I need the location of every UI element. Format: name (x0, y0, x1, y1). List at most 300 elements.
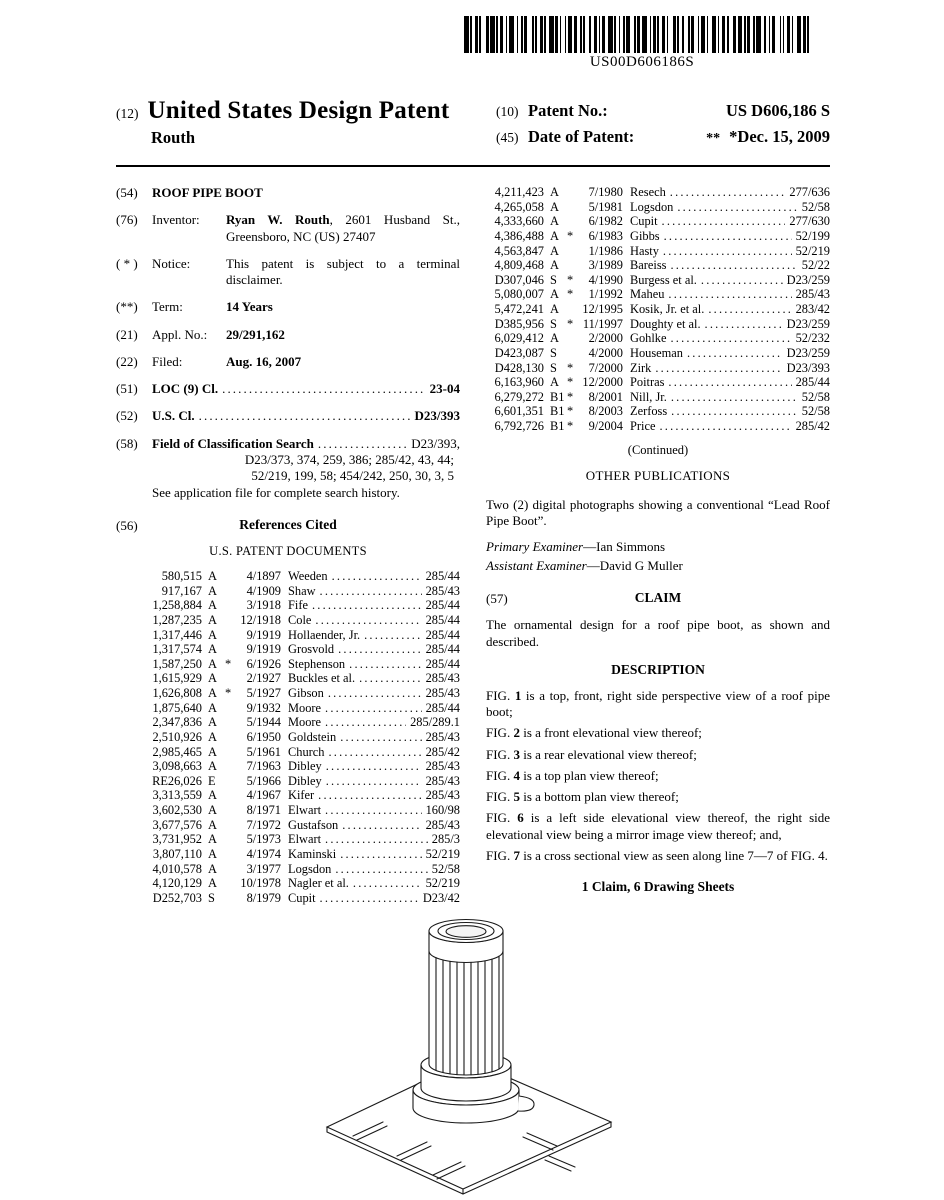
ref-inventor-name: Logsdon (288, 861, 332, 876)
ref-classification: 285/43 (425, 773, 460, 788)
ref-patent-number: 3,731,952 (152, 832, 202, 847)
ref-kind-code: A (550, 258, 559, 273)
reference-row (144, 759, 460, 774)
ref-inventor-name: Dibley (288, 773, 322, 788)
reference-row (144, 745, 460, 760)
terminal-disclaimer-stars: ** (706, 131, 721, 146)
ref-kind-code: S (550, 345, 557, 360)
search-classes-line3: 52/219, 199, 58; 454/242, 250, 30, 3, 5 (251, 468, 454, 483)
ref-star (225, 613, 235, 628)
ref-classification: 277/636 (789, 185, 830, 199)
dotted-leader (353, 876, 422, 891)
ref-classification: 283/42 (795, 302, 830, 316)
ref-kind-code: B1 (550, 404, 565, 419)
ref-star: * (225, 686, 232, 700)
ref-patent-number: 6,029,412 (494, 331, 544, 346)
header-right (496, 97, 830, 153)
ref-kind-code: A (550, 375, 559, 390)
reference-row (486, 287, 830, 302)
ref-kind-code: A (550, 331, 559, 346)
ref-star: * (567, 228, 574, 243)
fig-label: FIG. (486, 767, 511, 783)
header-left (116, 97, 449, 148)
figure-description (486, 789, 830, 805)
reference-row (144, 613, 460, 628)
figure-description (486, 725, 830, 741)
barcode (464, 16, 820, 53)
ref-kind-code: B1 (550, 389, 565, 404)
other-publications-heading: OTHER PUBLICATIONS (585, 468, 731, 484)
ref-star (225, 876, 235, 891)
ref-patent-number: 3,313,559 (152, 788, 202, 803)
fig-number: 3 (513, 746, 520, 762)
fig-text: is a bottom plan view thereof; (523, 789, 679, 804)
fig-label: FIG. (486, 687, 511, 703)
ref-inventor-name: Gohlke (630, 331, 667, 346)
field-code: (22) (116, 353, 138, 369)
ref-patent-number: 3,677,576 (152, 817, 202, 832)
ref-kind-code: A (550, 287, 559, 302)
appl-no-value: 29/291,162 (226, 326, 285, 342)
ref-patent-number: D385,956 (494, 316, 544, 331)
figure-description (486, 810, 830, 843)
fig-text: is a top plan view thereof; (523, 767, 659, 783)
ref-patent-number: 1,317,446 (152, 627, 202, 642)
reference-row (144, 569, 460, 584)
fig-label: FIG. (486, 746, 511, 762)
ref-classification: 52/58 (801, 199, 830, 214)
inventor-address: , 2601 Husband St., Greensboro, NC (US) 27407 (226, 212, 460, 244)
field-code: (52) (116, 408, 138, 424)
dotted-leader (662, 214, 786, 229)
ref-inventor-name: Hasty (630, 243, 659, 258)
reference-row (486, 302, 830, 317)
ref-date: 7/1980 (588, 185, 623, 199)
field-22-filed (116, 354, 460, 370)
dotted-leader (701, 273, 783, 288)
reference-row (144, 584, 460, 599)
ref-patent-number: 3,602,530 (152, 803, 202, 817)
ref-patent-number: 917,167 (161, 583, 202, 598)
ref-kind-code: A (208, 627, 217, 642)
dotted-leader (708, 302, 791, 317)
invention-title: ROOF PIPE BOOT (152, 185, 263, 200)
field-21-appl-no (116, 327, 460, 343)
reference-row (144, 862, 460, 877)
ref-date: 3/1918 (246, 598, 281, 613)
ref-date: 4/1967 (246, 788, 281, 803)
dotted-leader (659, 419, 791, 434)
ref-date: 3/1989 (588, 258, 623, 273)
ref-inventor-name: Nagler et al. (288, 876, 349, 891)
dotted-leader (670, 258, 797, 273)
ref-inventor-name: Fife (288, 598, 308, 613)
dotted-leader (325, 715, 406, 730)
ref-inventor-name: Houseman (630, 345, 683, 360)
ref-inventor-name: Kosik, Jr. et al. (630, 302, 705, 316)
ref-star (567, 331, 577, 346)
ref-classification: 285/43 (425, 759, 460, 774)
ref-kind-code: A (208, 569, 217, 583)
us-patent-documents-heading: U.S. PATENT DOCUMENTS (209, 544, 367, 559)
ref-patent-number: 4,120,129 (152, 876, 202, 891)
ref-patent-number: D423,087 (494, 345, 544, 360)
ref-star (567, 258, 577, 273)
ref-date: 6/1926 (246, 656, 281, 671)
fig-text: is a cross sectional view as seen along line 7—7 of FIG. 4. (523, 847, 828, 863)
ref-kind-code: A (550, 243, 559, 258)
ref-star (225, 803, 235, 818)
ref-patent-number: 1,258,884 (152, 598, 202, 613)
ref-inventor-name: Kaminski (288, 846, 337, 861)
ref-kind-code: S (208, 890, 215, 905)
us-class-label: U.S. Cl. (152, 408, 195, 424)
reference-row (486, 273, 830, 288)
ref-kind-code: B1 (550, 419, 565, 433)
ref-star: * (567, 360, 574, 375)
ref-star (225, 671, 235, 686)
ref-date: 3/1977 (246, 861, 281, 876)
ref-inventor-name: Elwart (288, 832, 322, 847)
ref-date: 1/1986 (588, 243, 623, 258)
figure-description (486, 768, 830, 784)
appl-no-label: Appl. No.: (152, 326, 208, 342)
patent-no-label: Patent No.: (528, 101, 608, 120)
dotted-leader (320, 891, 419, 906)
dotted-leader (671, 390, 798, 405)
ref-inventor-name: Logsdon (630, 199, 674, 214)
ref-classification: 285/44 (425, 656, 460, 671)
ref-kind-code: A (208, 817, 217, 832)
ref-patent-number: D307,046 (494, 272, 544, 287)
dotted-leader (222, 381, 426, 397)
ref-classification: 285/44 (425, 569, 460, 583)
dotted-leader (687, 346, 783, 361)
loc-class-label: LOC (9) Cl. (152, 381, 219, 396)
ref-classification: 277/630 (789, 214, 830, 229)
ref-patent-number: 4,333,660 (494, 214, 544, 229)
ref-star (225, 832, 235, 847)
ref-classification: 285/43 (425, 788, 460, 803)
assistant-examiner-line (486, 558, 830, 574)
ref-date: 10/1978 (240, 876, 281, 891)
ref-patent-number: 4,386,488 (494, 228, 544, 243)
reference-row (144, 730, 460, 745)
dotted-leader (677, 200, 797, 215)
dotted-leader (663, 244, 792, 259)
ref-star (567, 346, 577, 361)
ref-kind-code: A (208, 803, 217, 817)
right-column (486, 185, 830, 905)
ref-star (225, 759, 235, 774)
ref-kind-code: S (550, 316, 557, 331)
ref-kind-code: A (550, 302, 559, 316)
notice-label: Notice: (152, 255, 191, 271)
ref-kind-code: A (208, 686, 217, 700)
figure-descriptions (486, 688, 830, 864)
ref-classification: 285/289.1 (410, 715, 460, 730)
dotted-leader (326, 759, 422, 774)
ref-patent-number: 4,265,058 (494, 199, 544, 214)
ref-star (225, 788, 235, 803)
dotted-leader (325, 701, 422, 716)
ref-patent-number: 4,563,847 (494, 243, 544, 258)
claim-heading: CLAIM (634, 589, 682, 605)
ref-inventor-name: Moore (288, 715, 322, 730)
doc-kind-code: (12) (116, 106, 139, 121)
ref-classification: 285/43 (795, 287, 830, 302)
ref-inventor-name: Moore (288, 700, 322, 715)
reference-row (486, 375, 830, 390)
ref-date: 5/1927 (246, 686, 281, 700)
ref-date: 5/1981 (588, 199, 623, 214)
ref-patent-number: 2,347,836 (152, 715, 202, 730)
reference-row (486, 404, 830, 419)
reference-row (486, 244, 830, 259)
reference-row (144, 818, 460, 833)
dotted-leader (668, 287, 791, 302)
ref-date: 7/1963 (246, 759, 281, 774)
ref-inventor-name: Gustafson (288, 817, 339, 832)
ref-inventor-name: Cupit (630, 214, 658, 229)
ref-classification: 285/44 (425, 627, 460, 642)
assistant-examiner-label: Assistant Examiner (486, 558, 587, 574)
ref-classification: 285/43 (425, 671, 460, 686)
ref-inventor-name: Gibson (288, 686, 324, 700)
dotted-leader (668, 375, 791, 390)
ref-kind-code: E (208, 773, 216, 788)
ref-classification: 52/219 (425, 876, 460, 891)
dotted-leader (349, 657, 421, 672)
ref-classification: 52/22 (801, 258, 830, 273)
figure-description (486, 688, 830, 721)
ref-kind-code: S (550, 360, 557, 375)
dotted-leader (315, 613, 421, 628)
fig-number: 5 (513, 789, 520, 804)
ref-inventor-name: Zirk (630, 360, 652, 375)
ref-star (225, 715, 235, 730)
ref-star (225, 774, 235, 789)
ref-patent-number: 3,098,663 (152, 759, 202, 774)
ref-inventor-name: Hollaender, Jr. (288, 627, 361, 642)
ref-star (225, 818, 235, 833)
reference-row (144, 876, 460, 891)
fig-text: is a rear elevational view thereof; (523, 746, 697, 762)
ref-patent-number: 3,807,110 (152, 846, 202, 861)
ref-date: 9/2004 (588, 419, 623, 433)
ref-date: 11/1997 (582, 316, 623, 331)
ref-patent-number: 2,510,926 (152, 729, 202, 744)
dotted-leader (671, 404, 798, 419)
fig-text: is a left side elevational view thereof, the right side elevational view being a mirror image view thereof; and, (486, 810, 831, 842)
ref-patent-number: 4,010,578 (152, 861, 202, 876)
date-code: (45) (496, 130, 519, 145)
header (116, 97, 830, 167)
ref-kind-code: A (208, 583, 217, 598)
field-76-inventor (116, 212, 460, 245)
ref-inventor-name: Stephenson (288, 656, 346, 671)
ref-date: 8/1971 (246, 803, 281, 817)
ref-date: 9/1932 (246, 700, 281, 715)
claim-text: The ornamental design for a roof pipe boot, as shown and described. (486, 617, 830, 649)
field-code: (21) (116, 326, 138, 342)
ref-classification: 52/58 (801, 389, 830, 404)
ref-classification: 285/44 (425, 612, 460, 627)
ref-date: 12/1918 (240, 612, 281, 627)
dotted-leader (705, 317, 783, 332)
reference-row (144, 671, 460, 686)
filed-value: Aug. 16, 2007 (226, 353, 302, 369)
ref-star: * (567, 389, 574, 404)
ref-inventor-name: Nill, Jr. (630, 389, 667, 404)
loc-class-value: 23-04 (429, 381, 460, 396)
ref-date: 5/1961 (246, 744, 281, 759)
primary-examiner-label: Primary Examiner (486, 539, 584, 554)
reference-row (144, 657, 460, 672)
ref-date: 6/1983 (588, 228, 623, 243)
filed-label: Filed: (152, 353, 183, 369)
dotted-leader (318, 436, 407, 452)
ref-inventor-name: Goldstein (288, 729, 337, 744)
dotted-leader (670, 331, 791, 346)
ref-star: * (567, 316, 574, 331)
field-code: (51) (116, 381, 138, 396)
dotted-leader (325, 832, 428, 847)
reference-row (144, 832, 460, 847)
reference-row (486, 214, 830, 229)
ref-patent-number: 6,163,960 (494, 375, 544, 390)
dotted-leader (325, 803, 422, 818)
ref-date: 8/2003 (588, 404, 623, 419)
ref-classification: 160/98 (425, 803, 460, 817)
ref-star: * (567, 375, 574, 390)
ref-date: 12/2000 (582, 375, 623, 390)
ref-kind-code: A (208, 612, 217, 627)
fig-text: is a front elevational view thereof; (523, 725, 702, 741)
ref-star (567, 185, 577, 200)
ref-kind-code: A (208, 861, 217, 876)
roof-pipe-boot-illustration (313, 911, 633, 1200)
ref-kind-code: A (208, 642, 217, 657)
ref-patent-number: 4,211,423 (494, 185, 544, 199)
ref-date: 4/1909 (246, 583, 281, 598)
references-cited-heading: References Cited (239, 516, 337, 532)
ref-star (225, 628, 235, 643)
ref-inventor-name: Zerfoss (630, 404, 668, 419)
ref-inventor-name: Church (288, 744, 325, 759)
ref-patent-number: 6,601,351 (494, 404, 544, 419)
ref-classification: 52/58 (801, 404, 830, 419)
ref-patent-number: 1,615,929 (152, 671, 202, 686)
ref-star (567, 200, 577, 215)
reference-row (486, 258, 830, 273)
ref-date: 5/1966 (246, 773, 281, 788)
ref-patent-number: 1,875,640 (152, 700, 202, 715)
ref-star (225, 584, 235, 599)
reference-row (144, 803, 460, 818)
ref-classification: 285/44 (795, 375, 830, 390)
ref-star (225, 701, 235, 716)
ref-patent-number: 580,515 (161, 569, 202, 583)
dotted-leader (328, 686, 422, 701)
reference-row (144, 628, 460, 643)
date-value: *Dec. 15, 2009 (729, 127, 830, 146)
fig-number: 1 (514, 687, 522, 703)
ref-date: 8/1979 (246, 890, 281, 905)
ref-kind-code: A (208, 700, 217, 715)
fig-text: is a top, front, right side perspective view of a roof pipe boot; (486, 687, 831, 719)
ref-date: 4/1897 (246, 569, 281, 583)
reference-row (486, 200, 830, 215)
dotted-leader (655, 361, 782, 376)
ref-star (567, 214, 577, 229)
field-code: (**) (116, 299, 138, 315)
field-54-title (116, 185, 460, 201)
ref-date: 6/1982 (588, 214, 623, 229)
ref-date: 9/1919 (246, 642, 281, 657)
ref-inventor-name: Resech (630, 185, 666, 199)
ref-classification: 285/43 (425, 583, 460, 598)
references-cited-heading-row (116, 517, 460, 534)
inventor-details (226, 212, 460, 245)
dotted-leader (328, 745, 421, 760)
fig-number: 6 (517, 810, 524, 826)
us-patent-documents-table-right (486, 185, 830, 434)
assistant-examiner-name: —David G Muller (586, 558, 683, 574)
left-column (116, 185, 460, 905)
patent-no-code: (10) (496, 104, 519, 119)
dotted-leader (320, 584, 422, 599)
ref-classification: 52/219 (425, 846, 460, 861)
ref-classification: D23/42 (422, 890, 460, 905)
ref-date: 5/1944 (246, 715, 281, 730)
ref-star: * (225, 656, 232, 671)
ref-kind-code: A (208, 846, 217, 861)
ref-star (567, 302, 577, 317)
us-class-value: D23/393 (414, 408, 460, 424)
ref-kind-code: A (550, 199, 559, 214)
ref-star (225, 730, 235, 745)
primary-examiner-name: —Ian Simmons (583, 539, 666, 554)
ref-star (567, 244, 577, 259)
dotted-leader (326, 774, 422, 789)
dotted-leader (318, 788, 421, 803)
barcode-area (464, 16, 820, 71)
fig-number: 2 (513, 725, 520, 741)
dotted-leader (199, 408, 411, 424)
notice-text: This patent is subject to a terminal disclaimer. (226, 255, 460, 287)
fig-label: FIG. (486, 810, 511, 826)
ref-star: * (567, 287, 574, 302)
ref-classification: D23/393 (786, 360, 830, 375)
ref-classification: 285/43 (425, 817, 460, 832)
ref-star: * (567, 272, 574, 287)
ref-date: 2/2000 (588, 331, 623, 346)
ref-classification: 285/42 (795, 419, 830, 433)
ref-date: 1/1992 (588, 287, 623, 302)
ref-star (225, 642, 235, 657)
reference-row (144, 642, 460, 657)
search-history-note: See application file for complete search history. (152, 485, 400, 501)
ref-kind-code: A (208, 744, 217, 759)
ref-classification: 285/42 (425, 744, 460, 759)
reference-row (486, 229, 830, 244)
ref-inventor-name: Buckles et al. (288, 671, 356, 686)
document-title: United States Design Patent (147, 97, 450, 124)
claims-sheets-line: 1 Claim, 6 Drawing Sheets (581, 879, 735, 894)
reference-row (144, 598, 460, 613)
field-code: (76) (116, 212, 138, 228)
